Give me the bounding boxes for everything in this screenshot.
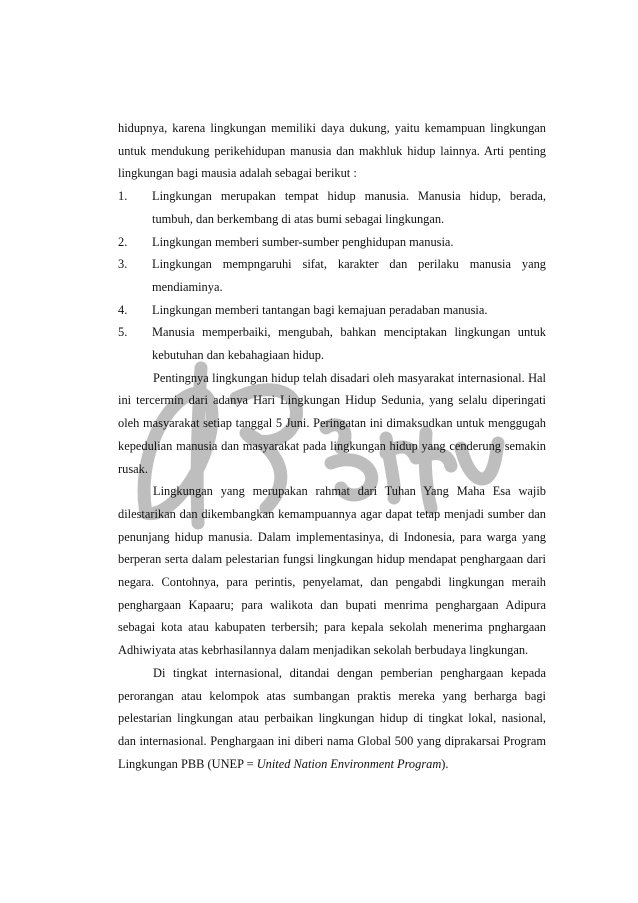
list-number: 4. bbox=[118, 302, 128, 317]
list-item bbox=[118, 231, 546, 254]
list-item bbox=[118, 185, 546, 230]
list-number: 3. bbox=[118, 257, 128, 272]
importance-list bbox=[118, 185, 546, 367]
list-text: Lingkungan merupakan tempat hidup manusia. Manusia hidup, berada, tumbuh, dan berkembang di atas bumi sebagai lingkungan. bbox=[152, 189, 546, 226]
list-text: Manusia memperbaiki, mengubah, bahkan menciptakan lingkungan untuk kebutuhan dan kebahagiaan hidup. bbox=[152, 325, 546, 363]
list-text: Lingkungan memberi tantangan bagi kemajuan peradaban manusia. bbox=[152, 302, 488, 317]
document-body bbox=[118, 117, 546, 775]
paragraph-global-500 bbox=[118, 662, 546, 776]
list-text: Lingkungan mempngaruhi sifat, karakter dan perilaku manusia yang mendiaminya. bbox=[152, 257, 546, 294]
paragraph-text-end: ). bbox=[441, 756, 449, 771]
unep-expansion: United Nation Environment Program bbox=[256, 756, 442, 771]
paragraph-national-awards: Lingkungan yang merupakan rahmat dari Tuhan Yang Maha Esa wajib dilestarikan dan dikembangkan kemampuannya agar dapat tetap menjadi sumber dan penunjang hidup manusia. Dalam implementasinya, di Indonesia, para warga yang berperan serta dalam pelestarian fungsi lingkungan hidup mendapat penghargaan dari negara. Contohnya, para perintis, penyelamat, dan pengabdi lingkungan meraih penghargaan Kapaaru; para walikota dan bupati menrima penghargaan Adipura sebagai kota atau kabupaten terbersih; para kepala sekolah menerima pnghargaan Adhiwiyata atas kebrhasilannya dalam menjadikan sekolah berbudaya lingkungan. bbox=[118, 484, 546, 658]
paragraph-international-awareness: Pentingnya lingkungan hidup telah disadari oleh masyarakat internasional. Hal ini tercermin dari adanya Hari Lingkungan Hidup Sedunia, yang selalu diperingati oleh masyarakat setiap tanggal 5 Juni. Peringatan ini dimaksudkan untuk menggugah kepedulian manusia dan masyarakat pada lingkungan hidup yang cenderung semakin rusak. bbox=[118, 370, 546, 476]
list-item bbox=[118, 299, 546, 322]
list-text: Lingkungan memberi sumber-sumber penghidupan manusia. bbox=[152, 234, 454, 249]
list-item bbox=[118, 321, 546, 366]
list-number: 2. bbox=[118, 234, 128, 249]
paragraph-text: Di tingkat internasional, ditandai dengan pemberian penghargaan kepada perorangan atau kelompok atas sumbangan praktis mereka yang berharga bagi pelestarian lingkungan atau perbaikan lingkungan hidup di tingkat lokal, nasional, dan internasional. Penghargaan ini diberi nama Global 500 yang diprakarsai Program Lingkungan PBB (UNEP = bbox=[118, 665, 546, 771]
list-number: 5. bbox=[118, 325, 128, 340]
list-item bbox=[118, 253, 546, 298]
intro-paragraph: hidupnya, karena lingkungan memiliki daya dukung, yaitu kemampuan lingkungan untuk mendukung perikehidupan manusia dan makhluk hidup lainnya. Arti penting lingkungan bagi mausia adalah sebagai berikut : bbox=[118, 121, 546, 181]
list-number: 1. bbox=[118, 189, 128, 204]
